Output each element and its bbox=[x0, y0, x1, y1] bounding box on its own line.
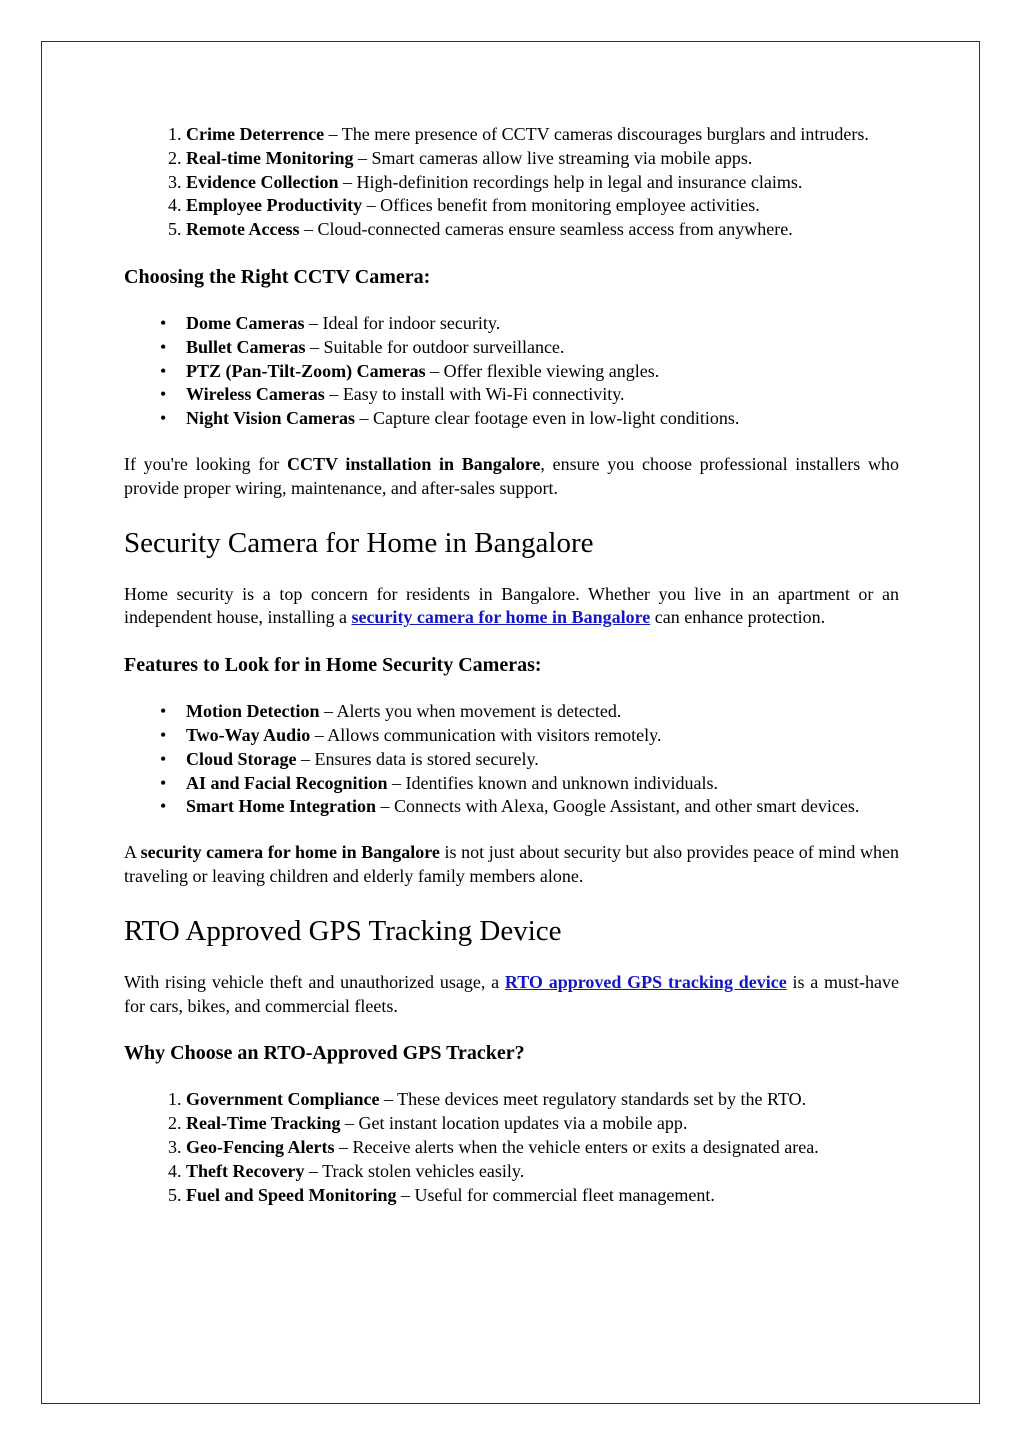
gps-title: RTO Approved GPS Tracking Device bbox=[124, 914, 562, 947]
list-item: 3. Evidence Collection – High-definition recordings help in legal and insurance claims. bbox=[186, 171, 899, 195]
cctv-installation-paragraph: If you're looking for CCTV installation in Bangalore, ensure you choose professional installers who provide proper wiring, maintenance, and after-sales support. bbox=[124, 453, 899, 498]
list-item: • PTZ (Pan-Tilt-Zoom) Cameras – Offer flexible viewing angles. bbox=[186, 360, 899, 384]
list-item: 2. Real-time Monitoring – Smart cameras allow live streaming via mobile apps. bbox=[186, 147, 899, 171]
list-item: 5. Fuel and Speed Monitoring – Useful for commercial fleet management. bbox=[186, 1184, 899, 1208]
list-item: 5. Remote Access – Cloud-connected cameras ensure seamless access from anywhere. bbox=[186, 218, 899, 242]
home-security-intro: Home security is a top concern for residents in Bangalore. Whether you live in an apartment or an independent house, installing a security camera for home in Bangalore can enhance protection. bbox=[124, 583, 899, 628]
features-list bbox=[124, 700, 899, 819]
home-security-link[interactable]: security camera for home in Bangalore bbox=[351, 607, 651, 628]
list-item: • Night Vision Cameras – Capture clear footage even in low-light conditions. bbox=[186, 407, 899, 431]
list-item: • Bullet Cameras – Suitable for outdoor surveillance. bbox=[186, 336, 899, 360]
list-item: • Motion Detection – Alerts you when movement is detected. bbox=[186, 700, 899, 724]
list-item: • Dome Cameras – Ideal for indoor security. bbox=[186, 312, 899, 336]
list-item: 2. Real-Time Tracking – Get instant location updates via a mobile app. bbox=[186, 1112, 899, 1136]
gps-intro: With rising vehicle theft and unauthorized usage, a RTO approved GPS tracking device is a must-have for cars, bikes, and commercial fleets. bbox=[124, 971, 900, 1016]
gps-why-heading: Why Choose an RTO-Approved GPS Tracker? bbox=[124, 1042, 525, 1065]
list-item: 1. Government Compliance – These devices meet regulatory standards set by the RTO. bbox=[186, 1088, 899, 1112]
home-security-title: Security Camera for Home in Bangalore bbox=[124, 526, 594, 559]
list-item: • Cloud Storage – Ensures data is stored securely. bbox=[186, 748, 899, 772]
list-item: 3. Geo-Fencing Alerts – Receive alerts when the vehicle enters or exits a designated area. bbox=[186, 1136, 899, 1160]
list-item: 4. Theft Recovery – Track stolen vehicles easily. bbox=[186, 1160, 899, 1184]
list-item: • Two-Way Audio – Allows communication with visitors remotely. bbox=[186, 724, 899, 748]
benefits-list bbox=[124, 123, 899, 242]
gps-reasons-list bbox=[124, 1088, 899, 1207]
gps-device-link[interactable]: RTO approved GPS tracking device bbox=[504, 971, 787, 992]
list-item: 1. Crime Deterrence – The mere presence of CCTV cameras discourages burglars and intruders. bbox=[186, 123, 899, 147]
list-item: • Smart Home Integration – Connects with Alexa, Google Assistant, and other smart devices. bbox=[186, 795, 899, 819]
list-item: • Wireless Cameras – Easy to install with Wi-Fi connectivity. bbox=[186, 383, 899, 407]
home-security-outro: A security camera for home in Bangalore is not just about security but also provides peace of mind when traveling or leaving children and elderly family members alone. bbox=[124, 842, 899, 886]
document-content bbox=[124, 123, 899, 1207]
list-item: 4. Employee Productivity – Offices benefit from monitoring employee activities. bbox=[186, 194, 899, 218]
choosing-heading: Choosing the Right CCTV Camera: bbox=[124, 265, 431, 288]
features-heading: Features to Look for in Home Security Cameras: bbox=[124, 654, 542, 677]
list-item: • AI and Facial Recognition – Identifies known and unknown individuals. bbox=[186, 772, 899, 796]
camera-types-list bbox=[124, 312, 899, 431]
